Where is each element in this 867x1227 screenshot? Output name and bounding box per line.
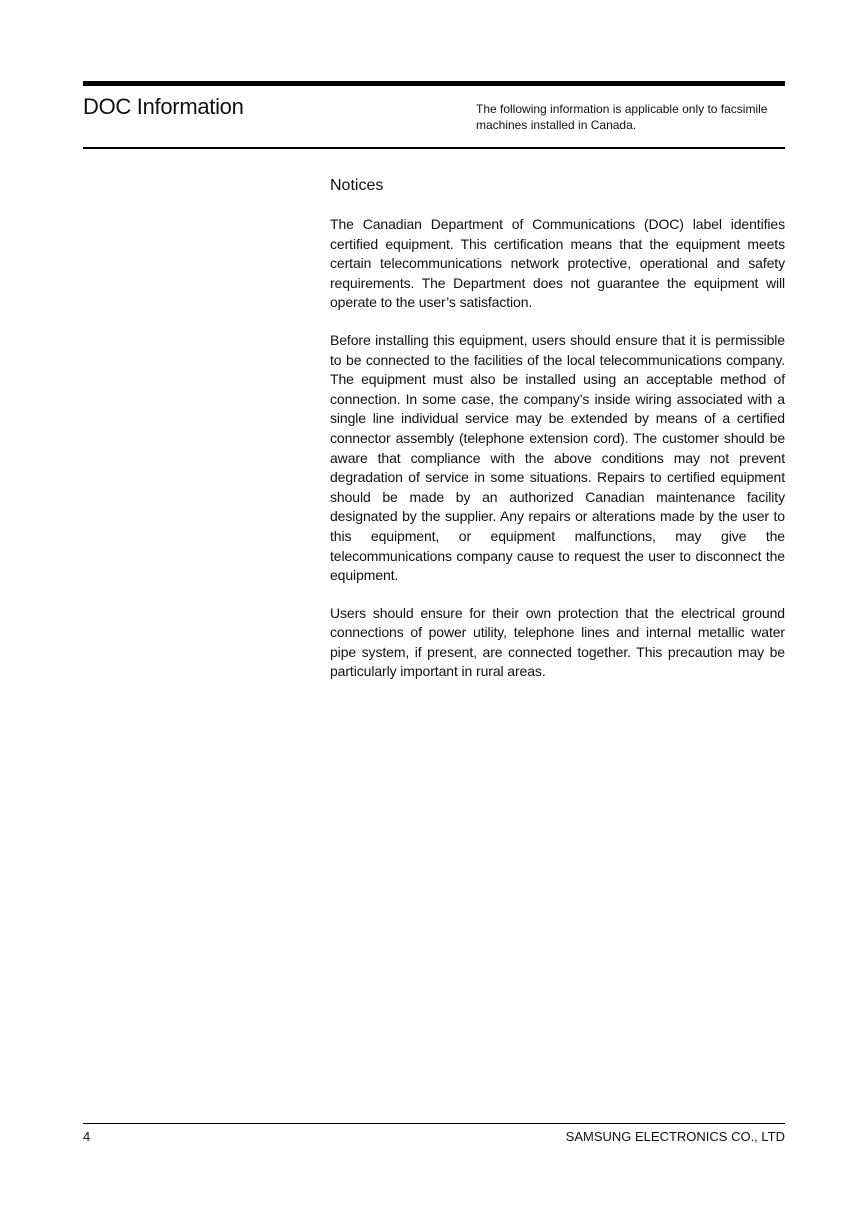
notices-section — [330, 175, 785, 700]
page-title: DOC Information — [83, 94, 244, 119]
header-bottom-rule — [83, 147, 785, 149]
footer-company: SAMSUNG ELECTRONICS CO., LTD — [565, 1129, 785, 1144]
paragraph-doc-label: The Canadian Department of Communications (DOC) label identifies certified equipment. This certification means that the equipment meets certain telecommunications network protective, operational and safety requirements. The Department does not guarantee the equipment will operate to the user’s satisfaction. — [330, 216, 785, 311]
page-number: 4 — [83, 1129, 91, 1144]
footer-rule — [83, 1123, 785, 1124]
paragraph-grounding: Users should ensure for their own protection that the electrical ground connections of power utility, telephone lines and internal metallic water pipe system, if present, are connected together. This precaution may be particularly important in rural areas. — [330, 604, 785, 680]
header-top-rule — [83, 81, 785, 86]
section-heading: Notices — [330, 177, 384, 194]
paragraph-installation: Before installing this equipment, users should ensure that it is permissible to be connected to the facilities of the local telecommunications company. The equipment must also be installed using an acceptable method of connection. In some case, the company’s inside wiring associated with a single line individual service may be extended by means of a certified connector assembly (telephone extension cord). The customer should be aware that compliance with the above conditions may not prevent degradation of service in some situations. Repairs to certified equipment should be made by an authorized Canadian maintenance facility designated by the supplier. Any repairs or alterations made by the user to this equipment, or equipment malfunctions, may give the telecommunications company cause to request the user to disconnect the equipment. — [330, 331, 785, 584]
header-note: The following information is applicable only to facsimile machines installed in Canada. — [476, 102, 768, 132]
